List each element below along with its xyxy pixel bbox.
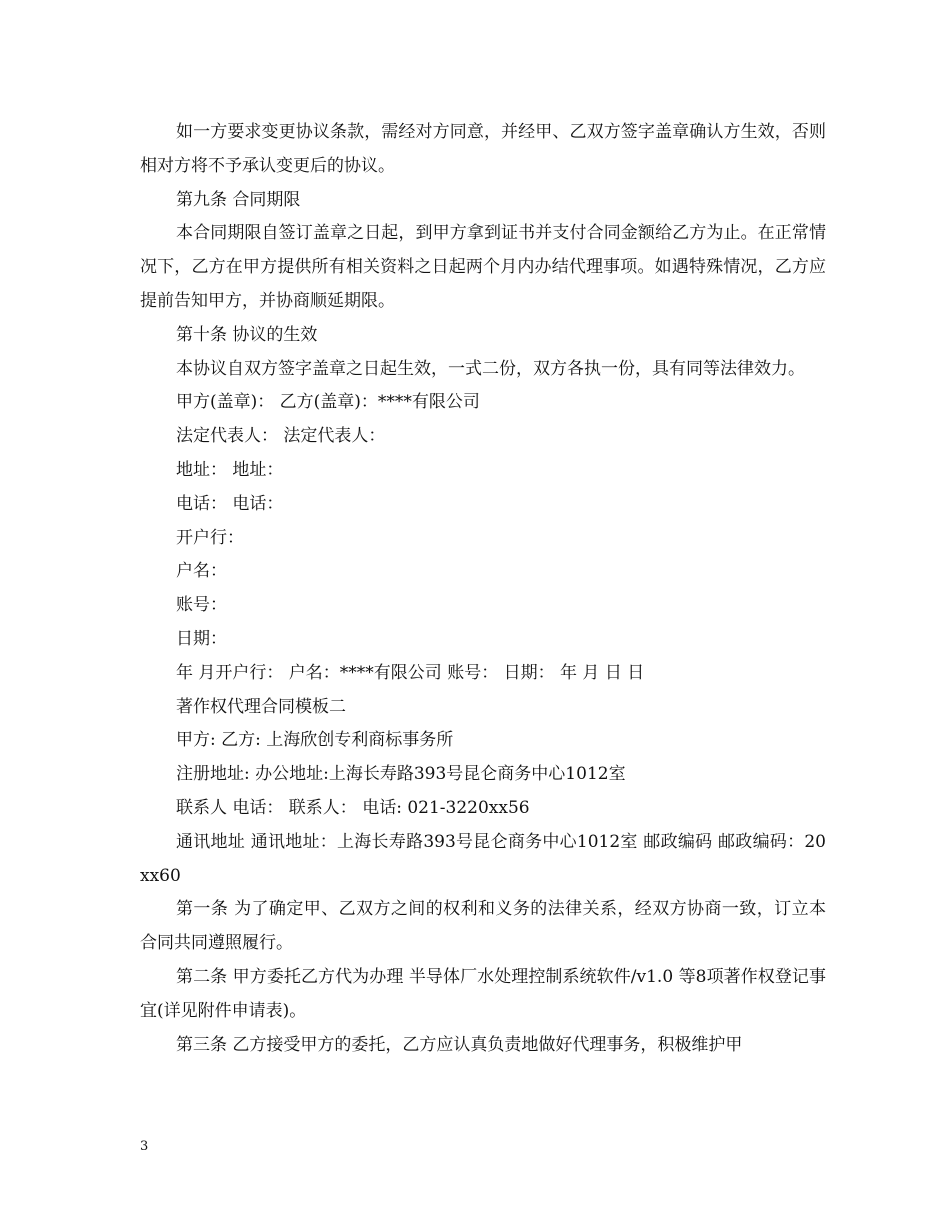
party-info-line: 联系人 电话： 联系人： 电话: 021-3220xx56 [176, 797, 530, 818]
paragraph: 本合同期限自签订盖章之日起，到甲方拿到证书并支付合同金额给乙方为止。在正常情况下，乙方在甲方提供所有相关资料之日起两个月内办结代理事项。如遇特殊情况，乙方应提前告知甲方，并协商顺延期限。 [140, 223, 826, 311]
paragraph: 如一方要求变更协议条款，需经对方同意，并经甲、乙双方签字盖章确认方生效，否则相对方将不予承认变更后的协议。 [140, 122, 826, 176]
clause-paragraph: 第三条 乙方接受甲方的委托，乙方应认真负责地做好代理事务，积极维护甲 [176, 1034, 743, 1055]
signature-line: 地址： 地址： [176, 459, 284, 480]
signature-line: 日期： [176, 628, 227, 649]
paragraph: 本协议自双方签字盖章之日起生效，一式二份，双方各执一份，具有同等法律效力。 [176, 358, 805, 379]
signature-line: 法定代表人： 法定代表人： [176, 426, 386, 447]
signature-line: 电话： 电话： [176, 493, 284, 514]
signature-line: 开户行： [176, 527, 244, 548]
signature-line: 账号： [176, 595, 227, 616]
page-number: 3 [140, 1139, 149, 1154]
signature-line: 户名： [176, 561, 227, 582]
section-heading: 第十条 协议的生效 [176, 324, 318, 345]
party-info-line: 注册地址: 办公地址:上海长寿路393号昆仑商务中心1012室 [176, 764, 626, 785]
template-title: 著作权代理合同模板二 [176, 696, 346, 717]
party-info-line: 甲方: 乙方: 上海欣创专利商标事务所 [176, 730, 454, 751]
clause-paragraph: 第二条 甲方委托乙方代为办理 半导体厂水处理控制系统软件/v1.0 等8项著作权登记事宜(详见附件申请表)。 [140, 966, 826, 1021]
document-body [140, 116, 826, 1062]
section-heading: 第九条 合同期限 [176, 189, 301, 210]
party-info-line: 通讯地址 通讯地址：上海长寿路393号昆仑商务中心1012室 邮政编码 邮政编码：20xx60 [140, 831, 826, 886]
signature-line: 甲方(盖章)： 乙方(盖章)：****有限公司 [176, 392, 480, 413]
clause-paragraph: 第一条 为了确定甲、乙双方之间的权利和义务的法律关系，经双方协商一致，订立本合同共同遵照履行。 [140, 899, 826, 954]
signature-line: 年 月开户行： 户名：****有限公司 账号： 日期： 年 月 日 日 [176, 662, 645, 683]
